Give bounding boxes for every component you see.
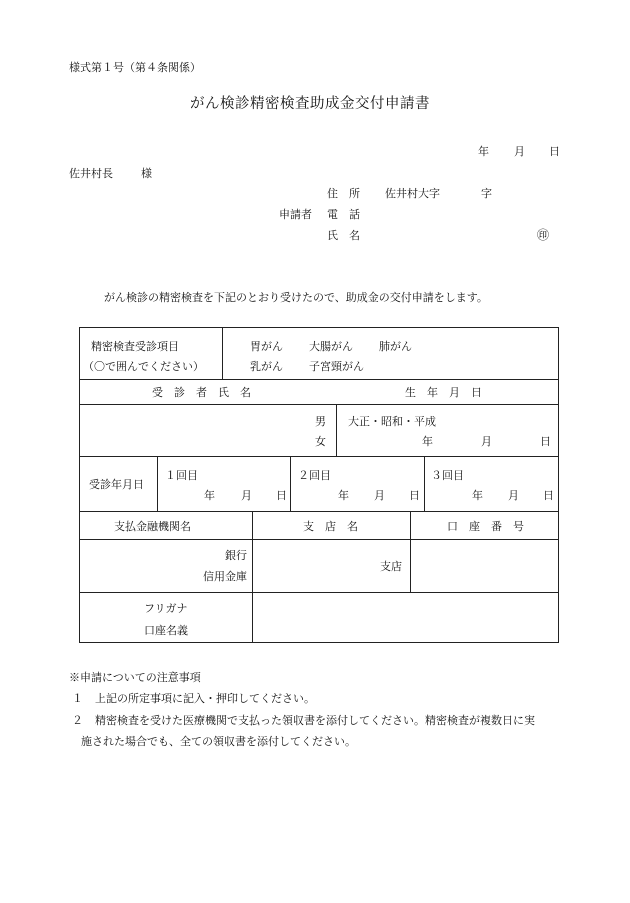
branch-suffix: 支店 bbox=[380, 560, 402, 573]
exam-second: ２回目 bbox=[298, 469, 331, 482]
date-month: 月 bbox=[514, 145, 525, 158]
exam-third-day: 日 bbox=[543, 489, 554, 502]
gender-male[interactable]: 男 bbox=[315, 415, 326, 428]
exam-item-stomach[interactable]: 胃がん bbox=[250, 340, 283, 353]
birth-month: 月 bbox=[481, 435, 492, 448]
note-1-number: １ bbox=[72, 692, 83, 705]
name-label: 氏 名 bbox=[327, 229, 360, 242]
examinee-name-header: 受 診 者 氏 名 bbox=[152, 386, 251, 399]
addressee-honorific: 様 bbox=[141, 167, 152, 180]
birth-day: 日 bbox=[540, 435, 551, 448]
exam-first-month: 月 bbox=[241, 489, 252, 502]
exam-second-month: 月 bbox=[374, 489, 385, 502]
furigana-label: フリガナ bbox=[144, 602, 188, 615]
date-year: 年 bbox=[478, 145, 489, 158]
exam-items-instruction: （〇で囲んでください） bbox=[83, 360, 204, 373]
addressee-name: 佐井村長 bbox=[69, 167, 113, 180]
branch-header: 支 店 名 bbox=[303, 520, 358, 533]
note-2-number: ２ bbox=[72, 714, 83, 727]
note-2-text-line1: 精密検査を受けた医療機関で支払った領収書を添付してください。精密検査が複数日に実 bbox=[95, 714, 535, 727]
exam-third-month: 月 bbox=[508, 489, 519, 502]
gender-female[interactable]: 女 bbox=[315, 435, 326, 448]
exam-first-year: 年 bbox=[204, 489, 215, 502]
note-1-text: 上記の所定事項に記入・押印してください。 bbox=[95, 692, 315, 705]
exam-first: １回目 bbox=[165, 469, 198, 482]
exam-items-label: 精密検査受診項目 bbox=[91, 340, 179, 353]
address-label: 住 所 bbox=[327, 187, 360, 200]
notes-heading: ※申請についての注意事項 bbox=[69, 671, 201, 684]
account-header: 口 座 番 号 bbox=[447, 520, 524, 533]
page-title: がん検診精密検査助成金交付申請書 bbox=[190, 96, 430, 112]
exam-first-day: 日 bbox=[276, 489, 287, 502]
form-number: 様式第１号（第４条関係） bbox=[69, 61, 201, 74]
seal-mark: ㊞ bbox=[537, 228, 550, 242]
application-table bbox=[79, 327, 559, 643]
era-options[interactable]: 大正・昭和・平成 bbox=[348, 415, 436, 428]
exam-item-cervical[interactable]: 子宮頸がん bbox=[309, 360, 364, 373]
exam-third: ３回目 bbox=[431, 469, 464, 482]
address-value: 佐井村大字 bbox=[385, 187, 440, 200]
phone-label: 電 話 bbox=[327, 208, 360, 221]
aza-label: 字 bbox=[481, 187, 492, 200]
credit-union-suffix: 信用金庫 bbox=[203, 570, 247, 583]
exam-item-lung[interactable]: 肺がん bbox=[379, 340, 412, 353]
applicant-label: 申請者 bbox=[279, 208, 312, 221]
account-holder-label: 口座名義 bbox=[144, 624, 188, 637]
exam-third-year: 年 bbox=[472, 489, 483, 502]
exam-item-breast[interactable]: 乳がん bbox=[250, 360, 283, 373]
exam-item-colon[interactable]: 大腸がん bbox=[309, 340, 353, 353]
note-2-text-line2: 施された場合でも、全ての領収書を添付してください。 bbox=[81, 735, 356, 748]
birth-date-header: 生 年 月 日 bbox=[405, 386, 482, 399]
exam-second-year: 年 bbox=[338, 489, 349, 502]
exam-second-day: 日 bbox=[409, 489, 420, 502]
exam-date-label: 受診年月日 bbox=[89, 478, 144, 491]
intro-text: がん検診の精密検査を下記のとおり受けたので、助成金の交付申請をします。 bbox=[104, 291, 488, 304]
bank-suffix: 銀行 bbox=[225, 549, 247, 562]
bank-header: 支払金融機関名 bbox=[114, 520, 191, 533]
birth-year: 年 bbox=[422, 435, 433, 448]
date-day: 日 bbox=[549, 145, 560, 158]
